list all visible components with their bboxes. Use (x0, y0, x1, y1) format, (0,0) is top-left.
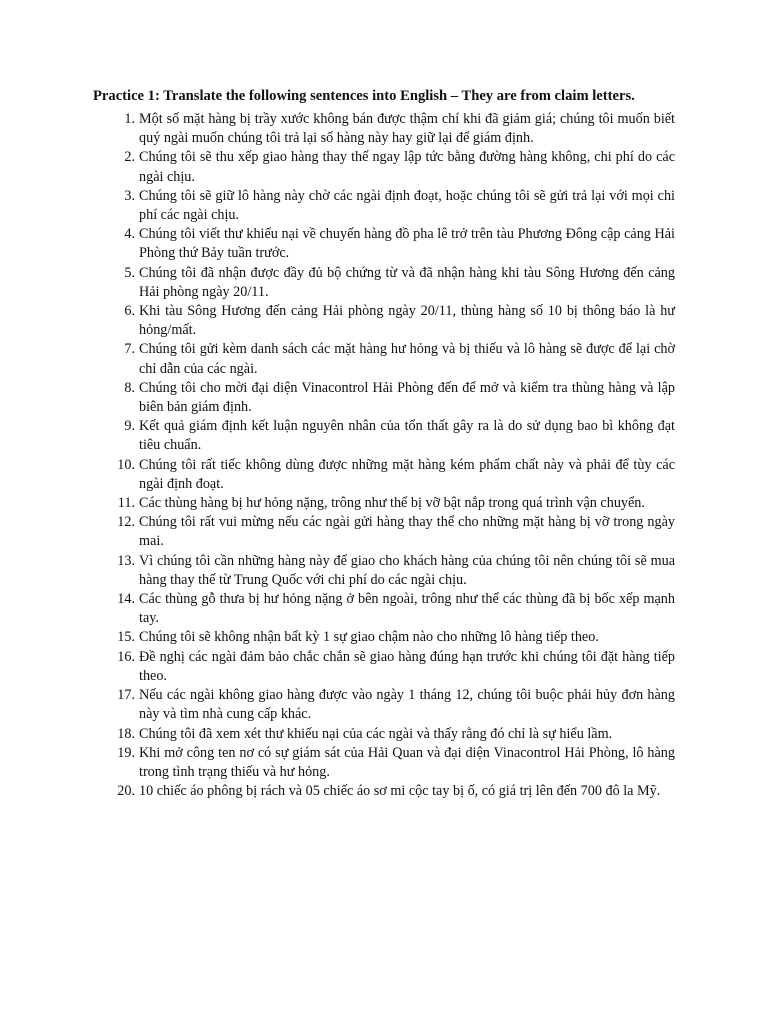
list-item-text: Chúng tôi viết thư khiếu nại về chuyến hàng đồ pha lê trở trên tàu Phương Đông cập cảng Hải Phòng thứ Bảy tuần trước. (139, 226, 675, 262)
list-item-text: Kết quả giám định kết luận nguyên nhân của tổn thất gây ra là do sử dụng bao bì không đạt tiêu chuẩn. (139, 418, 675, 454)
list-item-number: 2. (124, 149, 135, 166)
list-item-number: 15. (117, 629, 135, 646)
list-item (93, 456, 675, 494)
list-item (93, 782, 675, 801)
list-item-number: 6. (124, 303, 135, 320)
list-item-number: 4. (124, 226, 135, 243)
list-item-number: 7. (124, 341, 135, 358)
list-item-number: 13. (117, 552, 135, 569)
list-item (93, 628, 675, 647)
list-item-text: Chúng tôi sẽ thu xếp giao hàng thay thế ngay lập tức bằng đường hàng không, chi phí do các ngài chịu. (139, 149, 675, 185)
list-item-text: Khi tàu Sông Hương đến cảng Hải phòng ngày 20/11, thùng hàng số 10 bị thông báo là hư hỏng/mất. (139, 303, 675, 339)
list-item-text: Đề nghị các ngài đảm bảo chắc chắn sẽ giao hàng đúng hạn trước khi chúng tôi đặt hàng tiếp theo. (139, 648, 675, 684)
list-item-number: 3. (124, 187, 135, 204)
list-item-text: Một số mặt hàng bị trầy xước không bán được thậm chí khi đã giảm giá; chúng tôi muốn biết quý ngài muốn chúng tôi trả lại số hàng này hay giữ lại để giám định. (139, 111, 675, 147)
list-item-number: 20. (117, 783, 135, 800)
list-item-text: Chúng tôi rất vui mừng nếu các ngài gửi hàng thay thế cho những mặt hàng bị vỡ trong ngày mai. (139, 514, 675, 550)
list-item-number: 9. (124, 418, 135, 435)
list-item-number: 11. (117, 495, 135, 512)
list-item-number: 17. (117, 687, 135, 704)
list-item-number: 18. (117, 725, 135, 742)
list-item (93, 552, 675, 590)
list-item (93, 110, 675, 148)
list-item (93, 264, 675, 302)
practice-heading: Practice 1: Translate the following sentences into English – They are from claim letters. (93, 88, 635, 104)
list-item (93, 686, 675, 724)
list-item (93, 494, 675, 513)
list-item-text: Chúng tôi rất tiếc không dùng được những mặt hàng kém phẩm chất này và phải để tùy các ngài định đoạt. (139, 456, 675, 492)
list-item-text: Khi mở công ten nơ có sự giám sát của Hải Quan và đại diện Vinacontrol Hải Phòng, lô hàng trong tình trạng thiếu và hư hỏng. (139, 744, 675, 780)
list-item-text: 10 chiếc áo phông bị rách và 05 chiếc áo sơ mi cộc tay bị ố, có giá trị lên đến 700 đô la Mỹ. (139, 783, 661, 800)
list-item-text: Vì chúng tôi cần những hàng này để giao cho khách hàng của chúng tôi nên chúng tôi sẽ mua hàng thay thế từ Trung Quốc với chi phí do các ngài chịu. (139, 552, 675, 588)
list-item-text: Chúng tôi sẽ giữ lô hàng này chờ các ngài định đoạt, hoặc chúng tôi sẽ gửi trả lại với mọi chi phí các ngài chịu. (139, 187, 675, 224)
list-item-number: 1. (124, 111, 135, 127)
list-item (93, 302, 675, 340)
list-item-text: Chúng tôi cho mời đại diện Vinacontrol Hải Phòng đến để mở và kiểm tra thùng hàng và lập biên bản giám định. (139, 379, 675, 416)
list-item-number: 14. (117, 591, 135, 608)
list-item (93, 340, 675, 378)
list-item (93, 379, 675, 417)
sentence-list (93, 110, 675, 801)
list-item (93, 513, 675, 551)
list-item (93, 187, 675, 225)
list-item-number: 5. (124, 264, 135, 281)
list-item-text: Chúng tôi gửi kèm danh sách các mặt hàng hư hỏng và bị thiếu và lô hàng sẽ được để lại chờ chỉ dẫn của các ngài. (139, 341, 675, 377)
list-item-text: Các thùng hàng bị hư hỏng nặng, trông như thể bị vỡ bật nắp trong quá trình vận chuyển. (139, 495, 645, 512)
list-item-text: Nếu các ngài không giao hàng được vào ngày 1 tháng 12, chúng tôi buộc phải hủy đơn hàng này và tìm nhà cung cấp khác. (139, 687, 675, 723)
list-item (93, 725, 675, 744)
list-item-text: Các thùng gỗ thưa bị hư hỏng nặng ở bên ngoài, trông như thể các thùng đã bị bốc xếp mạnh tay. (139, 591, 675, 627)
list-item-text: Chúng tôi đã nhận được đầy đủ bộ chứng từ và đã nhận hàng khi tàu Sông Hương đến cảng Hải phòng ngày 20/11. (139, 264, 675, 300)
list-item (93, 148, 675, 186)
list-item-number: 8. (124, 379, 135, 396)
list-item (93, 744, 675, 782)
list-item-text: Chúng tôi sẽ không nhận bất kỳ 1 sự giao chậm nào cho những lô hàng tiếp theo. (139, 629, 599, 646)
list-item-number: 10. (117, 456, 135, 473)
list-item-number: 12. (117, 514, 135, 531)
list-item-text: Chúng tôi đã xem xét thư khiếu nại của các ngài và thấy rằng đó chỉ là sự hiểu lầm. (139, 725, 613, 742)
list-item-number: 19. (117, 744, 135, 761)
list-item-number: 16. (117, 648, 135, 665)
list-item (93, 417, 675, 455)
list-item (93, 590, 675, 628)
list-item (93, 225, 675, 263)
list-item (93, 648, 675, 686)
